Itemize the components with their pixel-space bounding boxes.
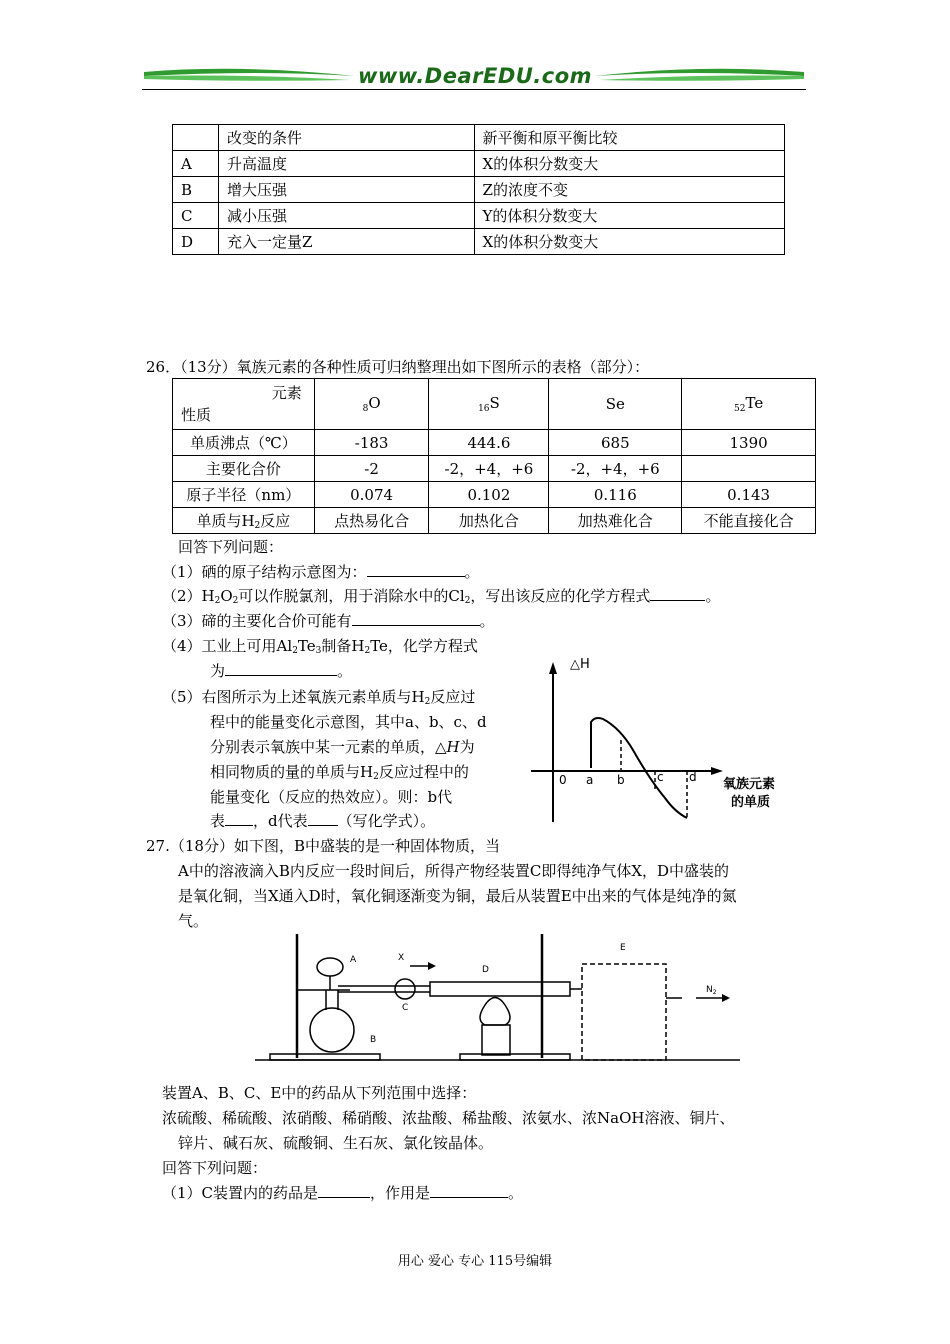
page-footer: 用心 爱心 专心 115号编辑 (397, 1254, 553, 1269)
answer-blank[interactable] (367, 562, 465, 577)
q26-part4-cont: 为 。 (210, 662, 353, 680)
corner-cell (173, 379, 315, 430)
point-label-b: b (617, 773, 625, 787)
table-cell: 升高温度 (218, 151, 474, 177)
table-cell: 点热易化合 (314, 508, 429, 534)
stand-base-2 (460, 1054, 570, 1060)
header-rule (142, 89, 806, 90)
table-row (173, 229, 785, 255)
corner-label-element: 元素 (271, 384, 302, 402)
combustion-tube-d (430, 982, 570, 996)
table-cell (682, 456, 816, 482)
answer-blank[interactable] (352, 611, 480, 626)
origin-label: 0 (559, 773, 567, 787)
table-row (173, 456, 816, 482)
table-row (173, 177, 785, 203)
site-logo[interactable]: www.DearEDU.com (357, 64, 593, 88)
energy-curve (591, 718, 687, 818)
label-d: D (482, 965, 489, 975)
q27-line4: 气。 (178, 912, 209, 930)
x-axis-arrow (711, 767, 723, 775)
q26-part5-line4: 相同物质的量的单质与$H_2$反应过程中的 (210, 763, 469, 782)
table-cell: Y的体积分数变大 (474, 203, 784, 229)
q27-line9: （1）C装置内的药品是 ，作用是 。 (162, 1184, 524, 1202)
q27-line7: 锌片、碱石灰、硫酸铜、生石灰、氯化铵晶体。 (178, 1134, 494, 1152)
label-n2: $N_2$ (706, 985, 717, 996)
table-cell: 增大压强 (218, 177, 474, 203)
q27-line3: 是氧化铜，当X通入D时，氧化铜逐渐变为铜，最后从装置E中出来的气体是纯净的氮 (178, 887, 737, 905)
funnel-a (317, 958, 343, 976)
point-label-c: c (657, 770, 664, 784)
table-cell: X的体积分数变大 (474, 151, 784, 177)
answer-blank[interactable] (318, 1183, 370, 1198)
answer-blank[interactable] (308, 811, 338, 826)
table-header-cell (173, 125, 219, 151)
table-cell: 加热化合 (429, 508, 549, 534)
q26-part5-line2: 程中的能量变化示意图，其中a、b、c、d (210, 713, 487, 731)
table-row (173, 430, 816, 456)
point-label-d: d (689, 770, 697, 784)
table-cell: A (173, 151, 219, 177)
table-row (173, 151, 785, 177)
n2-arrowhead (722, 994, 730, 1002)
table-cell: 不能直接化合 (682, 508, 816, 534)
q26-part5-line3: 分别表示氧族中某一元素的单质，△H为 (210, 738, 475, 756)
q26-part5-line1: （5）右图所示为上述氧族元素单质与$H_2$反应过 (162, 688, 476, 707)
table-cell: 1390 (682, 430, 816, 456)
q27-line6: 浓硫酸、稀硫酸、浓硝酸、稀硝酸、浓盐酸、稀盐酸、浓氨水、浓NaOH溶液、铜片、 (162, 1109, 735, 1127)
table-cell: B (173, 177, 219, 203)
q27-line2: A中的溶液滴入B内反应一段时间后，所得产物经装置C即得纯净气体X，D中盛装的 (178, 862, 730, 880)
element-header-row (173, 379, 816, 430)
table-cell: 0.074 (314, 482, 429, 508)
table-cell: Z的浓度不变 (474, 177, 784, 203)
y-axis-arrow (549, 662, 557, 674)
row-label: 单质与$H_2$反应 (173, 508, 315, 534)
table-cell: 685 (549, 430, 682, 456)
row-label: 主要化合价 (173, 456, 315, 482)
table-cell: 0.102 (429, 482, 549, 508)
burner-flame (480, 998, 510, 1026)
table-cell: -2 (314, 456, 429, 482)
y-axis-label: △H (570, 657, 590, 672)
table-cell: -183 (314, 430, 429, 456)
table-cell: -2，+4，+6 (549, 456, 682, 482)
table-cell: X的体积分数变大 (474, 229, 784, 255)
q27-line1: 27.（18分）如下图，B中盛装的是一种固体物质，当 (146, 837, 500, 855)
corner-label-property: 性质 (181, 406, 212, 424)
table-cell: 0.143 (682, 482, 816, 508)
table-header-row (173, 125, 785, 151)
table-cell: 减小压强 (218, 203, 474, 229)
table-row (173, 508, 816, 534)
box-e (582, 964, 666, 1060)
element-selenium: Se (549, 379, 682, 430)
answer-intro: 回答下列问题： (178, 538, 284, 556)
table-cell: 444.6 (429, 430, 549, 456)
q27-line5: 装置A、B、C、E中的药品从下列范围中选择： (162, 1084, 477, 1102)
table-cell: D (173, 229, 219, 255)
flask-b (310, 1008, 354, 1052)
table-cell: 加热难化合 (549, 508, 682, 534)
energy-graph (525, 650, 795, 830)
table-cell: C (173, 203, 219, 229)
point-label-a: a (586, 773, 594, 787)
oxygen-family-table (172, 378, 816, 534)
label-b: B (370, 1035, 377, 1045)
element-sulfur: $_{16}$S (429, 379, 549, 430)
table-cell: 0.116 (549, 482, 682, 508)
label-a: A (350, 955, 357, 965)
table-cell: 充入一定量Z (218, 229, 474, 255)
label-e: E (620, 943, 626, 953)
element-tellurium: $_{52}$Te (682, 379, 816, 430)
row-label: 单质沸点（℃） (173, 430, 315, 456)
q26-part4: （4）工业上可用$Al_2Te_3$制备$H_2Te$，化学方程式 (162, 637, 478, 656)
q26-part1: （1）硒的原子结构示意图为： 。 (162, 563, 480, 581)
q27-line8: 回答下列问题： (162, 1159, 268, 1177)
label-x: X (398, 953, 405, 963)
x-arrowhead (428, 962, 436, 970)
answer-blank[interactable] (225, 661, 337, 676)
q26-part5-line6: 表 ，d代表 （写化学式）。 (210, 812, 436, 830)
table-row (173, 203, 785, 229)
q26-part3: （3）碲的主要化合价可能有 。 (162, 612, 495, 630)
answer-blank[interactable] (225, 811, 253, 826)
stand-base-1 (270, 1054, 380, 1060)
q26-part2: $(2)H_2O_2$可以作脱氯剂，用于消除水中的$Cl_2$，写出该反应的化学方程式 。 (162, 587, 721, 606)
table-header-cell: 改变的条件 (218, 125, 474, 151)
element-oxygen: $_8$O (314, 379, 429, 430)
burner (482, 1025, 510, 1055)
label-c: C (402, 1003, 409, 1013)
table-cell: -2，+4，+6 (429, 456, 549, 482)
apparatus-diagram (250, 930, 750, 1065)
x-axis-label-2: 的单质 (731, 795, 771, 810)
q26-title: 26．（13分）氧族元素的各种性质可归纳整理出如下图所示的表格（部分）： (146, 358, 650, 376)
table-header-cell: 新平衡和原平衡比较 (474, 125, 784, 151)
drying-tube-c (395, 979, 415, 999)
answer-blank[interactable] (430, 1183, 508, 1198)
table-row (173, 482, 816, 508)
answer-blank[interactable] (650, 586, 705, 601)
equilibrium-table (172, 124, 785, 255)
row-label: 原子半径（nm） (173, 482, 315, 508)
x-axis-label-1: 氧族元素 (723, 777, 776, 792)
q26-part5-line5: 能量变化（反应的热效应）。则：b代 (210, 788, 453, 806)
